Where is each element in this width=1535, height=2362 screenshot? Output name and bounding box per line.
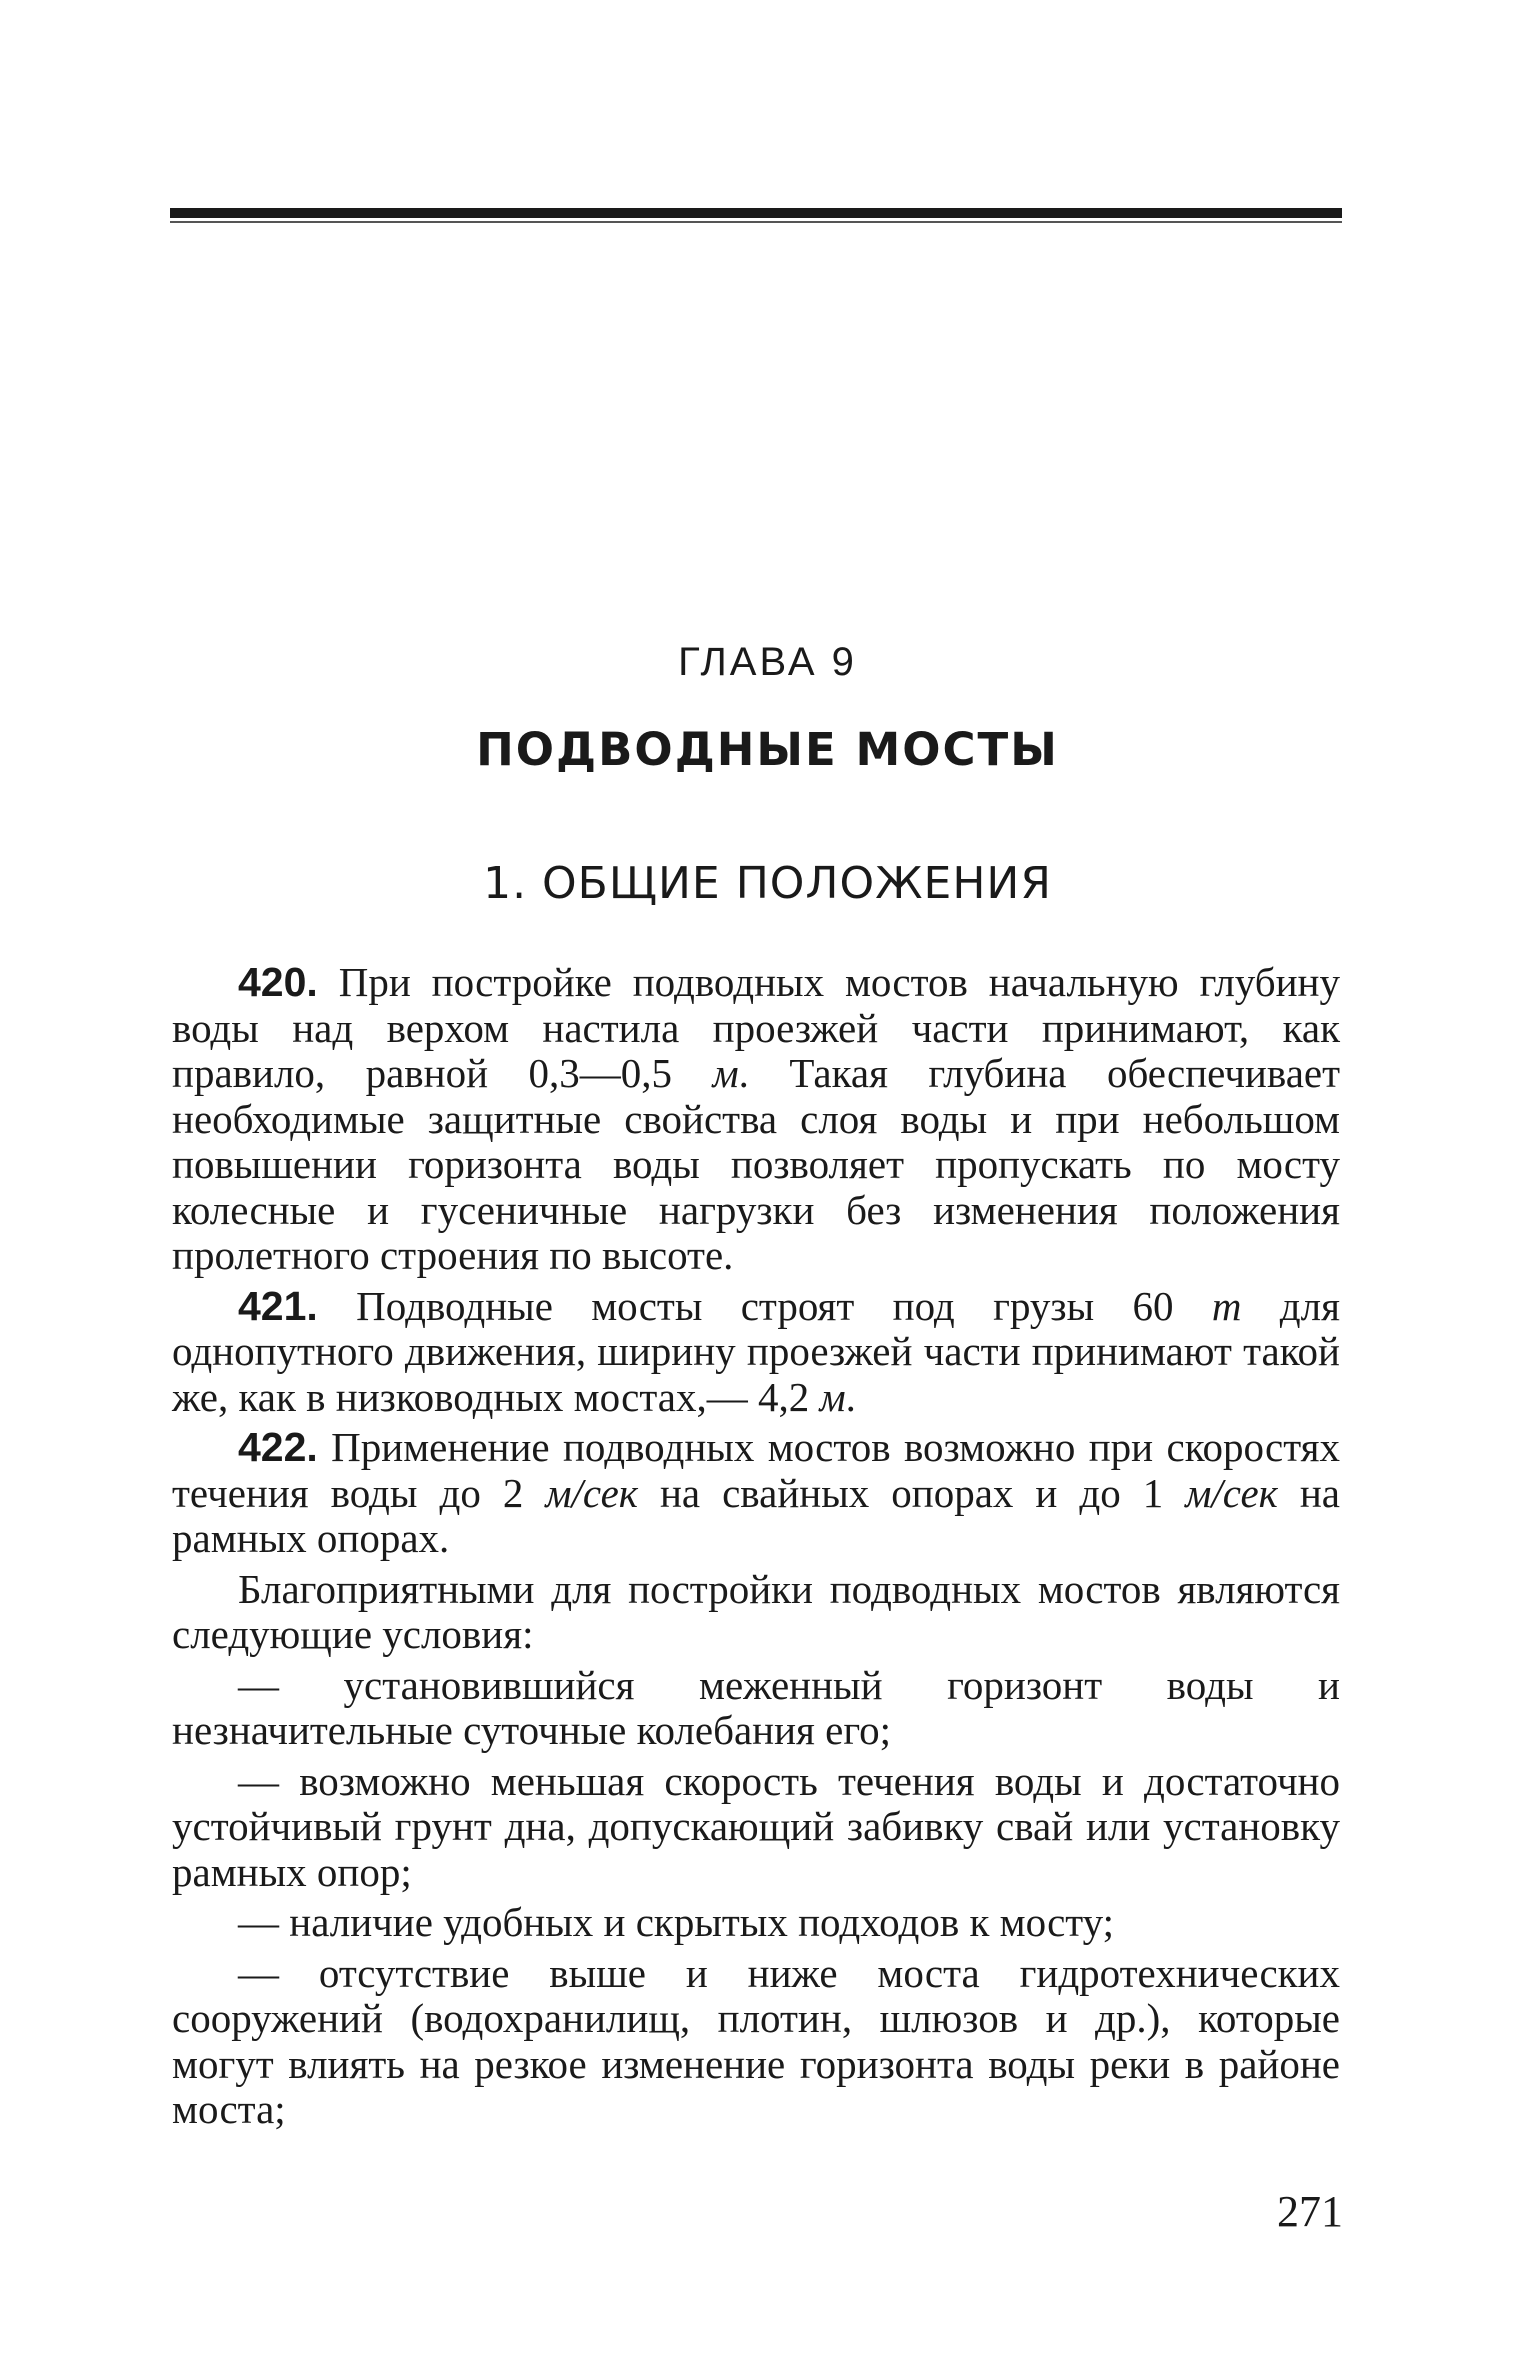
top-rule (170, 208, 1342, 218)
body-text (172, 960, 1340, 2138)
unit: м (712, 1050, 739, 1096)
paragraph-420 (172, 960, 1340, 1279)
page-number: 271 (1277, 2187, 1343, 2236)
paragraph-number: 420. (238, 959, 318, 1005)
paragraph-text: . Такая глубина обеспечивает необходимые защитные свойства слоя воды и при небольшом повышении горизонта воды позволяет пропускать по мосту колесные и гусеничные нагрузки без изменения положения пролетного строения по высоте. (172, 1050, 1341, 1278)
paragraph-text: Подводные мосты строят под грузы 60 (317, 1282, 1212, 1329)
unit: т (1211, 1282, 1242, 1329)
paragraph-text: Применение подводных мостов возможно при скоростях течения воды до 2 (172, 1424, 1340, 1516)
paragraph-text: на рамных опорах. (172, 1469, 1340, 1561)
paragraph-text: на свайных опорах и до 1 (637, 1469, 1186, 1516)
condition-item: — возможно меньшая скорость течения воды и достаточно устойчивый грунт дна, допускающий забивку свай или установку рамных опор; (172, 1757, 1340, 1895)
unit: м/сек (545, 1469, 638, 1516)
unit: м (819, 1373, 846, 1420)
paragraph-422 (172, 1425, 1340, 1562)
unit: м/сек (1185, 1469, 1278, 1516)
top-rule-thin (170, 221, 1342, 223)
paragraph-421 (172, 1284, 1340, 1421)
paragraph-number: 422. (238, 1424, 318, 1470)
paragraph-number: 421. (238, 1282, 318, 1329)
section-title: 1. ОБЩИЕ ПОЛОЖЕНИЯ (483, 858, 1052, 909)
condition-item: — наличие удобных и скрытых подходов к мосту; (238, 1899, 1115, 1945)
chapter-label: ГЛАВА 9 (678, 640, 857, 684)
conditions-intro: Благоприятными для постройки подводных мостов являются следующие условия: (172, 1565, 1340, 1657)
chapter-title: ПОДВОДНЫЕ МОСТЫ (476, 723, 1059, 776)
condition-item: — установившийся меженный горизонт воды и незначительные суточные колебания его; (172, 1661, 1340, 1753)
paragraph-text: При постройке подводных мостов начальную глубину воды над верхом настила проезжей части принимают, как правило, равной 0,3—0,5 (172, 959, 1340, 1096)
condition-item: — отсутствие выше и ниже моста гидротехнических сооружений (водохранилищ, плотин, шлюзов и др.), которые могут влиять на резкое изменение горизонта воды реки в районе моста; (172, 1949, 1340, 2132)
paragraph-text: . (845, 1373, 856, 1420)
paragraph-text: для однопутного движения, ширину проезжей части принимают такой же, как в низководных мостах,— 4,2 (172, 1282, 1340, 1420)
